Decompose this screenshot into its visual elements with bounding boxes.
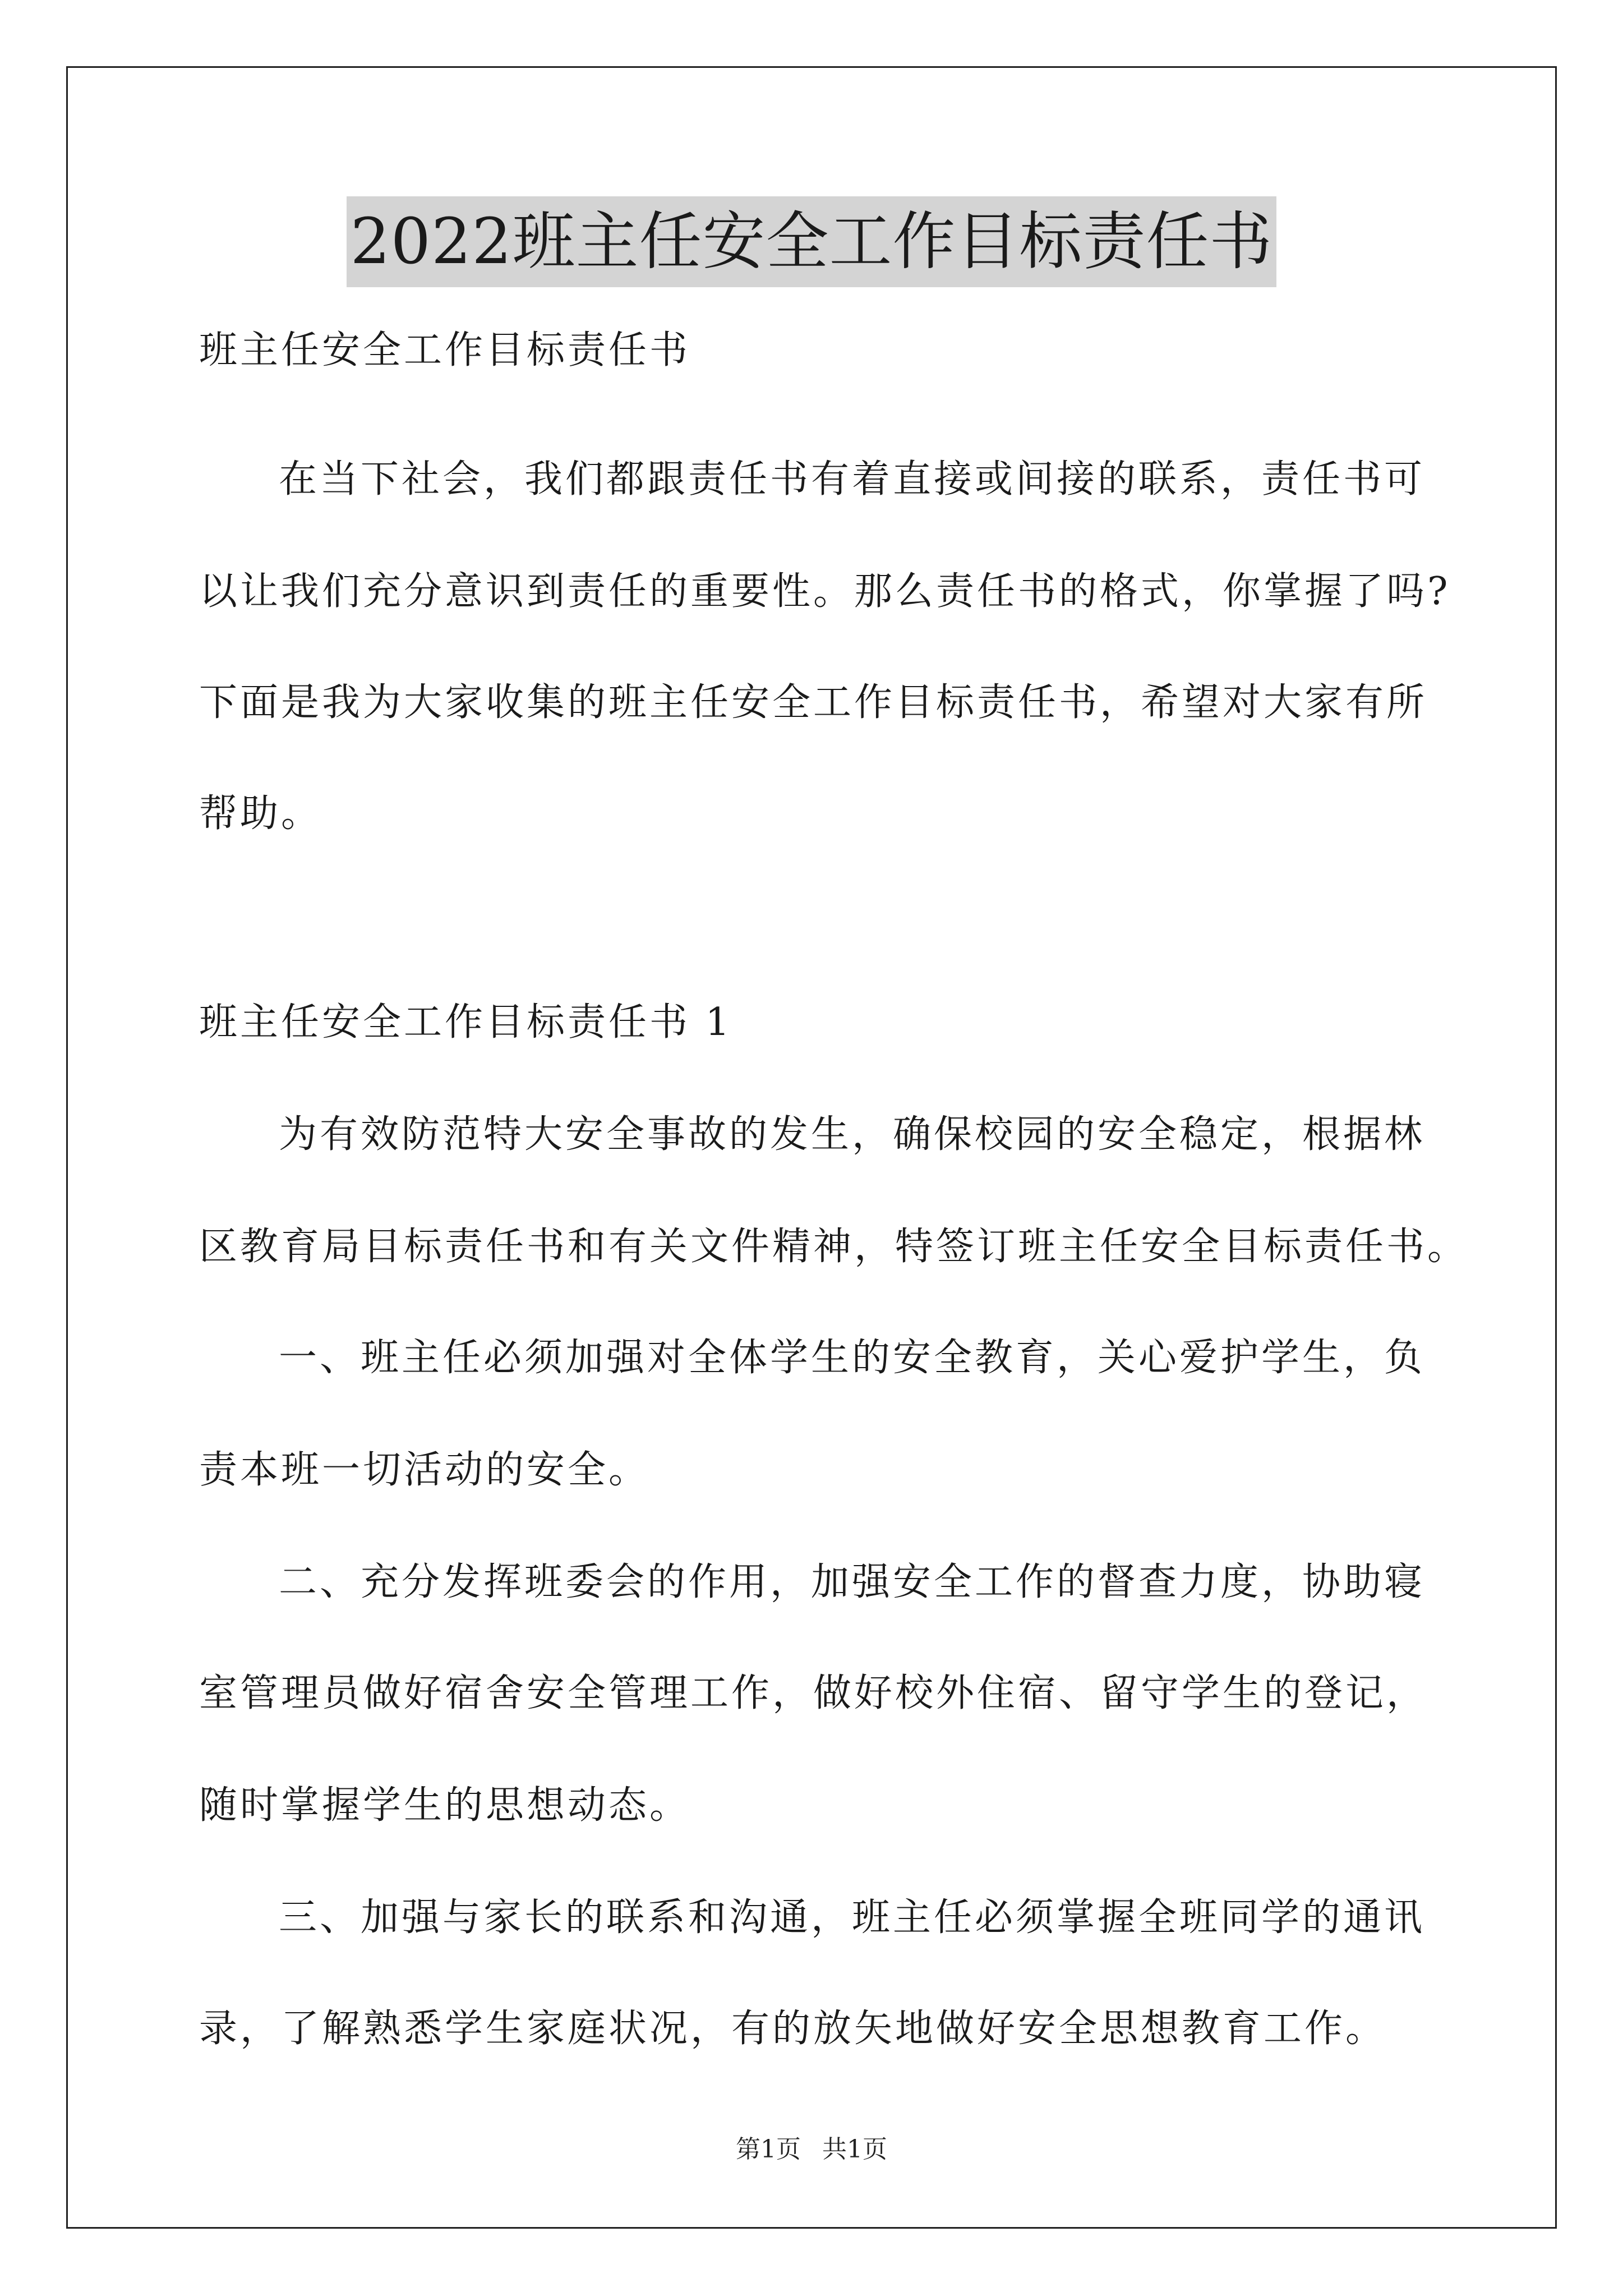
body-line: 区教育局目标责任书和有关文件精神，特签订班主任安全目标责任书。 [199,1225,1469,1269]
body-line: 责本班一切活动的安全。 [199,1448,650,1492]
intro-line: 下面是我为大家收集的班主任安全工作目标责任书，希望对大家有所 [199,680,1428,725]
subtitle: 班主任安全工作目标责任书 [199,328,691,372]
intro-line: 以让我们充分意识到责任的重要性。那么责任书的格式，你掌握了吗? [199,569,1451,614]
body-line: 一、班主任必须加强对全体学生的安全教育，关心爱护学生，负 [279,1336,1426,1380]
body-line: 二、充分发挥班委会的作用，加强安全工作的督查力度，协助寝 [279,1560,1426,1604]
intro-line: 帮助。 [199,792,322,836]
body-line: 三、加强与家长的联系和沟通，班主任必须掌握全班同学的通讯 [279,1895,1426,1940]
document-title: 2022班主任安全工作目标责任书 [347,196,1276,287]
body-line: 为有效防范特大安全事故的发生，确保校园的安全稳定，根据林 [279,1112,1426,1157]
body-line: 随时掌握学生的思想动态。 [199,1783,691,1828]
intro-line: 在当下社会，我们都跟责任书有着直接或间接的联系，责任书可 [279,457,1426,501]
page-footer [0,2129,1623,2165]
page-total: 共1页 [822,2135,887,2164]
body-line: 录，了解熟悉学生家庭状况，有的放矢地做好安全思想教育工作。 [199,2007,1387,2051]
section-heading: 班主任安全工作目标责任书 1 [199,1000,732,1045]
body-line: 室管理员做好宿舍安全管理工作，做好校外住宿、留守学生的登记， [199,1671,1428,1715]
title-container [0,196,1623,287]
page-number: 第1页 [736,2135,801,2164]
